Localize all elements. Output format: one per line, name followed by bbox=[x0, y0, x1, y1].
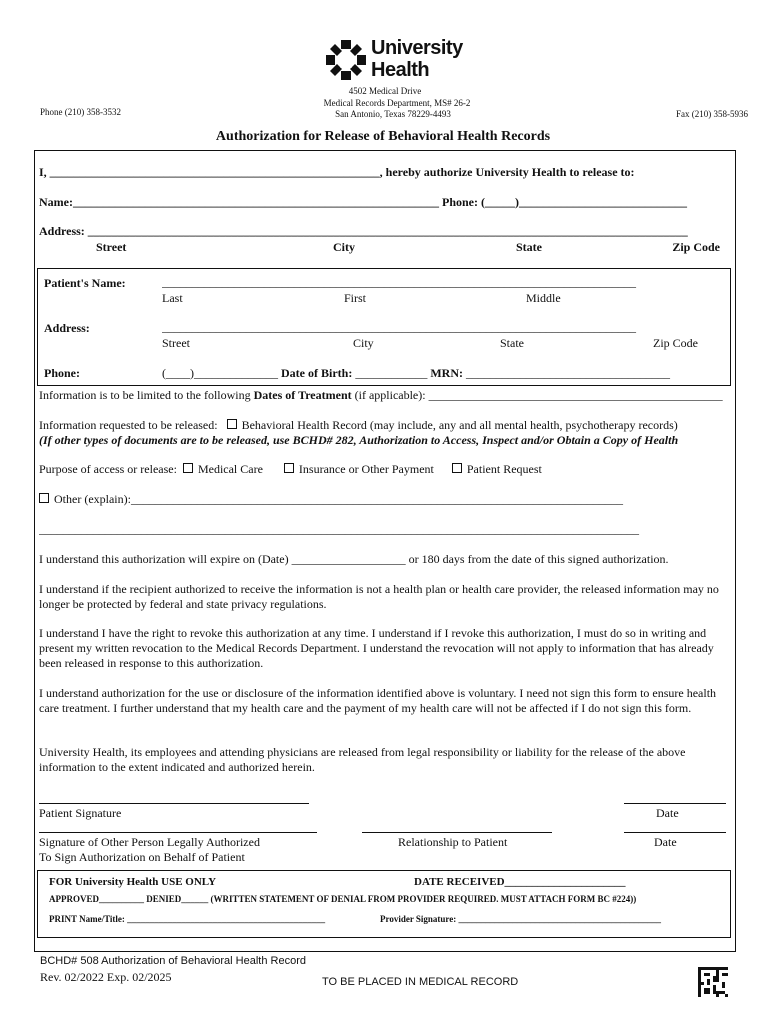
patient-street-label: Street bbox=[162, 336, 190, 350]
patient-first-label: First bbox=[344, 291, 367, 305]
patient-zip-label: Zip Code bbox=[653, 336, 698, 350]
mrn-label: MRN: bbox=[430, 366, 463, 380]
office-use-label: FOR University Health USE ONLY bbox=[49, 876, 217, 888]
medical-care-checkbox[interactable] bbox=[183, 463, 193, 473]
address-line-1: 4502 Medical Drive bbox=[348, 86, 422, 96]
placed-in-record-note: TO BE PLACED IN MEDICAL RECORD bbox=[322, 976, 519, 988]
patient-phone-label: Phone: bbox=[44, 366, 80, 380]
patient-request-checkbox[interactable] bbox=[452, 463, 462, 473]
mrn-field[interactable]: __________________________________ bbox=[465, 366, 670, 380]
patient-address-label: Address: bbox=[44, 321, 90, 335]
patient-state-label: State bbox=[500, 336, 524, 350]
other-explain-field[interactable]: __________________________________________________________________________________ bbox=[130, 492, 623, 506]
provider-signature-field[interactable]: Provider Signature: _____________________________________________ bbox=[380, 914, 661, 924]
other-documents-note: (If other types of documents are to be released, use BCHD# 282, Authorization to Access, Inspect and/or Obtain a Copy of Health bbox=[39, 433, 679, 447]
approved-denied-line[interactable]: APPROVED__________ DENIED______ (WRITTEN STATEMENT OF DENIAL FROM PROVIDER REQUIRED. MUST ATTACH FORM BC #224)) bbox=[49, 894, 637, 904]
patient-address-field[interactable]: _______________________________________________________________________________ bbox=[162, 320, 636, 334]
voluntary-statement: I understand authorization for the use or disclosure of the information identified above is voluntary. I need not sign this form to ensure health care treatment. I further understand that my health care and the payment of my health care will not be affected if I do not sign this form. bbox=[39, 686, 717, 715]
other-explain-field-2[interactable]: ____________________________________________________________________________________________________ bbox=[39, 522, 639, 536]
patient-city-label: City bbox=[353, 336, 374, 350]
address-line-2: Medical Records Department, MS# 26-2 bbox=[323, 98, 471, 108]
logo-text-university: University bbox=[371, 37, 463, 59]
info-requested-line: Information requested to be released: Behavioral Health Record (may include, any and all mental health, psychotherapy records) bbox=[39, 418, 678, 432]
print-name-field[interactable]: PRINT Name/Title: ____________________________________________ bbox=[49, 914, 326, 924]
patient-phone-field[interactable]: (____)______________ bbox=[162, 366, 278, 380]
patient-sig-date-label: Date bbox=[656, 806, 679, 820]
other-explain-line: Other (explain):__________________________________________________________________________________ bbox=[39, 492, 729, 507]
barcode-icon bbox=[698, 967, 728, 997]
address-line-3: San Antonio, Texas 78229-4493 bbox=[335, 109, 451, 119]
recipient-state-label: State bbox=[516, 240, 542, 254]
logo-text-health: Health bbox=[371, 59, 430, 81]
recipient-street-label: Street bbox=[96, 240, 127, 254]
patient-signature-line[interactable] bbox=[39, 803, 309, 804]
other-sig-date-line[interactable] bbox=[624, 832, 726, 833]
purpose-line: Purpose of access or release: Medical Care Insurance or Other Payment Patient Request bbox=[39, 462, 542, 476]
liability-statement: University Health, its employees and attending physicians are released from legal responsibility or liability for the release of the above information to the extent indicated and authorized herein. bbox=[39, 745, 686, 774]
other-sig-date-label: Date bbox=[654, 835, 677, 849]
patient-sig-date-line[interactable] bbox=[624, 803, 726, 804]
date-received-field[interactable]: DATE RECEIVED______________________ bbox=[414, 876, 626, 888]
fax-number: Fax (210) 358-5936 bbox=[676, 109, 748, 119]
relationship-label: Relationship to Patient bbox=[398, 835, 508, 849]
revocation-statement: I understand I have the right to revoke this authorization at any time. I understand if I revoke this authorization, I must do so in writing and present my written revocation to the Medical Records Department. I understand the revocation will not apply to information that has already been released in response to this authorization. bbox=[39, 626, 714, 670]
patient-last-label: Last bbox=[162, 291, 183, 305]
other-checkbox[interactable] bbox=[39, 493, 49, 503]
dob-label: Date of Birth: bbox=[281, 366, 353, 380]
other-signature-label-1: Signature of Other Person Legally Authorized bbox=[39, 835, 260, 849]
dates-of-treatment-line[interactable]: Information is to be limited to the following Dates of Treatment (if applicable): _________________________________________________ bbox=[39, 388, 723, 402]
patient-middle-label: Middle bbox=[526, 291, 561, 305]
authorizer-name-blank[interactable]: _______________________________________________________ bbox=[49, 165, 380, 179]
recipient-zip-label: Zip Code bbox=[672, 240, 720, 254]
university-health-logo-icon bbox=[326, 40, 366, 80]
other-signature-label-2: To Sign Authorization on Behalf of Patient bbox=[39, 850, 245, 864]
recipient-name-phone-line[interactable]: Name:_____________________________________________________________ Phone: (_____)____________________________ bbox=[39, 195, 687, 209]
purpose-label: Purpose of access or release: bbox=[39, 462, 177, 476]
phone-number: Phone (210) 358-3532 bbox=[40, 107, 121, 117]
patient-name-field[interactable]: _______________________________________________________________________________ bbox=[162, 275, 636, 289]
patient-signature-label: Patient Signature bbox=[39, 806, 122, 820]
insurance-payment-checkbox[interactable] bbox=[284, 463, 294, 473]
recipient-city-label: City bbox=[333, 240, 355, 254]
privacy-statement: I understand if the recipient authorized to receive the information is not a health plan or health care provider, the released information may no longer be protected by federal and state privacy regulations. bbox=[39, 582, 719, 611]
authorize-line: I, _______________________________________________________, hereby authorize University Health to release to: bbox=[39, 165, 635, 179]
behavioral-record-checkbox[interactable] bbox=[227, 419, 237, 429]
revision-info: Rev. 02/2022 Exp. 02/2025 bbox=[40, 970, 172, 984]
recipient-address-line[interactable]: Address: ____________________________________________________________________________________________________ bbox=[39, 224, 688, 238]
patient-name-label: Patient's Name: bbox=[44, 276, 126, 290]
other-signature-line[interactable] bbox=[39, 832, 317, 833]
form-title: Authorization for Release of Behavioral Health Records bbox=[215, 129, 551, 144]
form-id: BCHD# 508 Authorization of Behavioral Health Record bbox=[40, 955, 306, 967]
relationship-line[interactable] bbox=[362, 832, 552, 833]
patient-dob-mrn-line bbox=[162, 366, 670, 381]
expiration-statement: I understand this authorization will expire on (Date) ___________________ or 180 days from the date of this signed authorization. bbox=[39, 552, 669, 566]
dob-field[interactable]: ____________ bbox=[355, 366, 428, 380]
